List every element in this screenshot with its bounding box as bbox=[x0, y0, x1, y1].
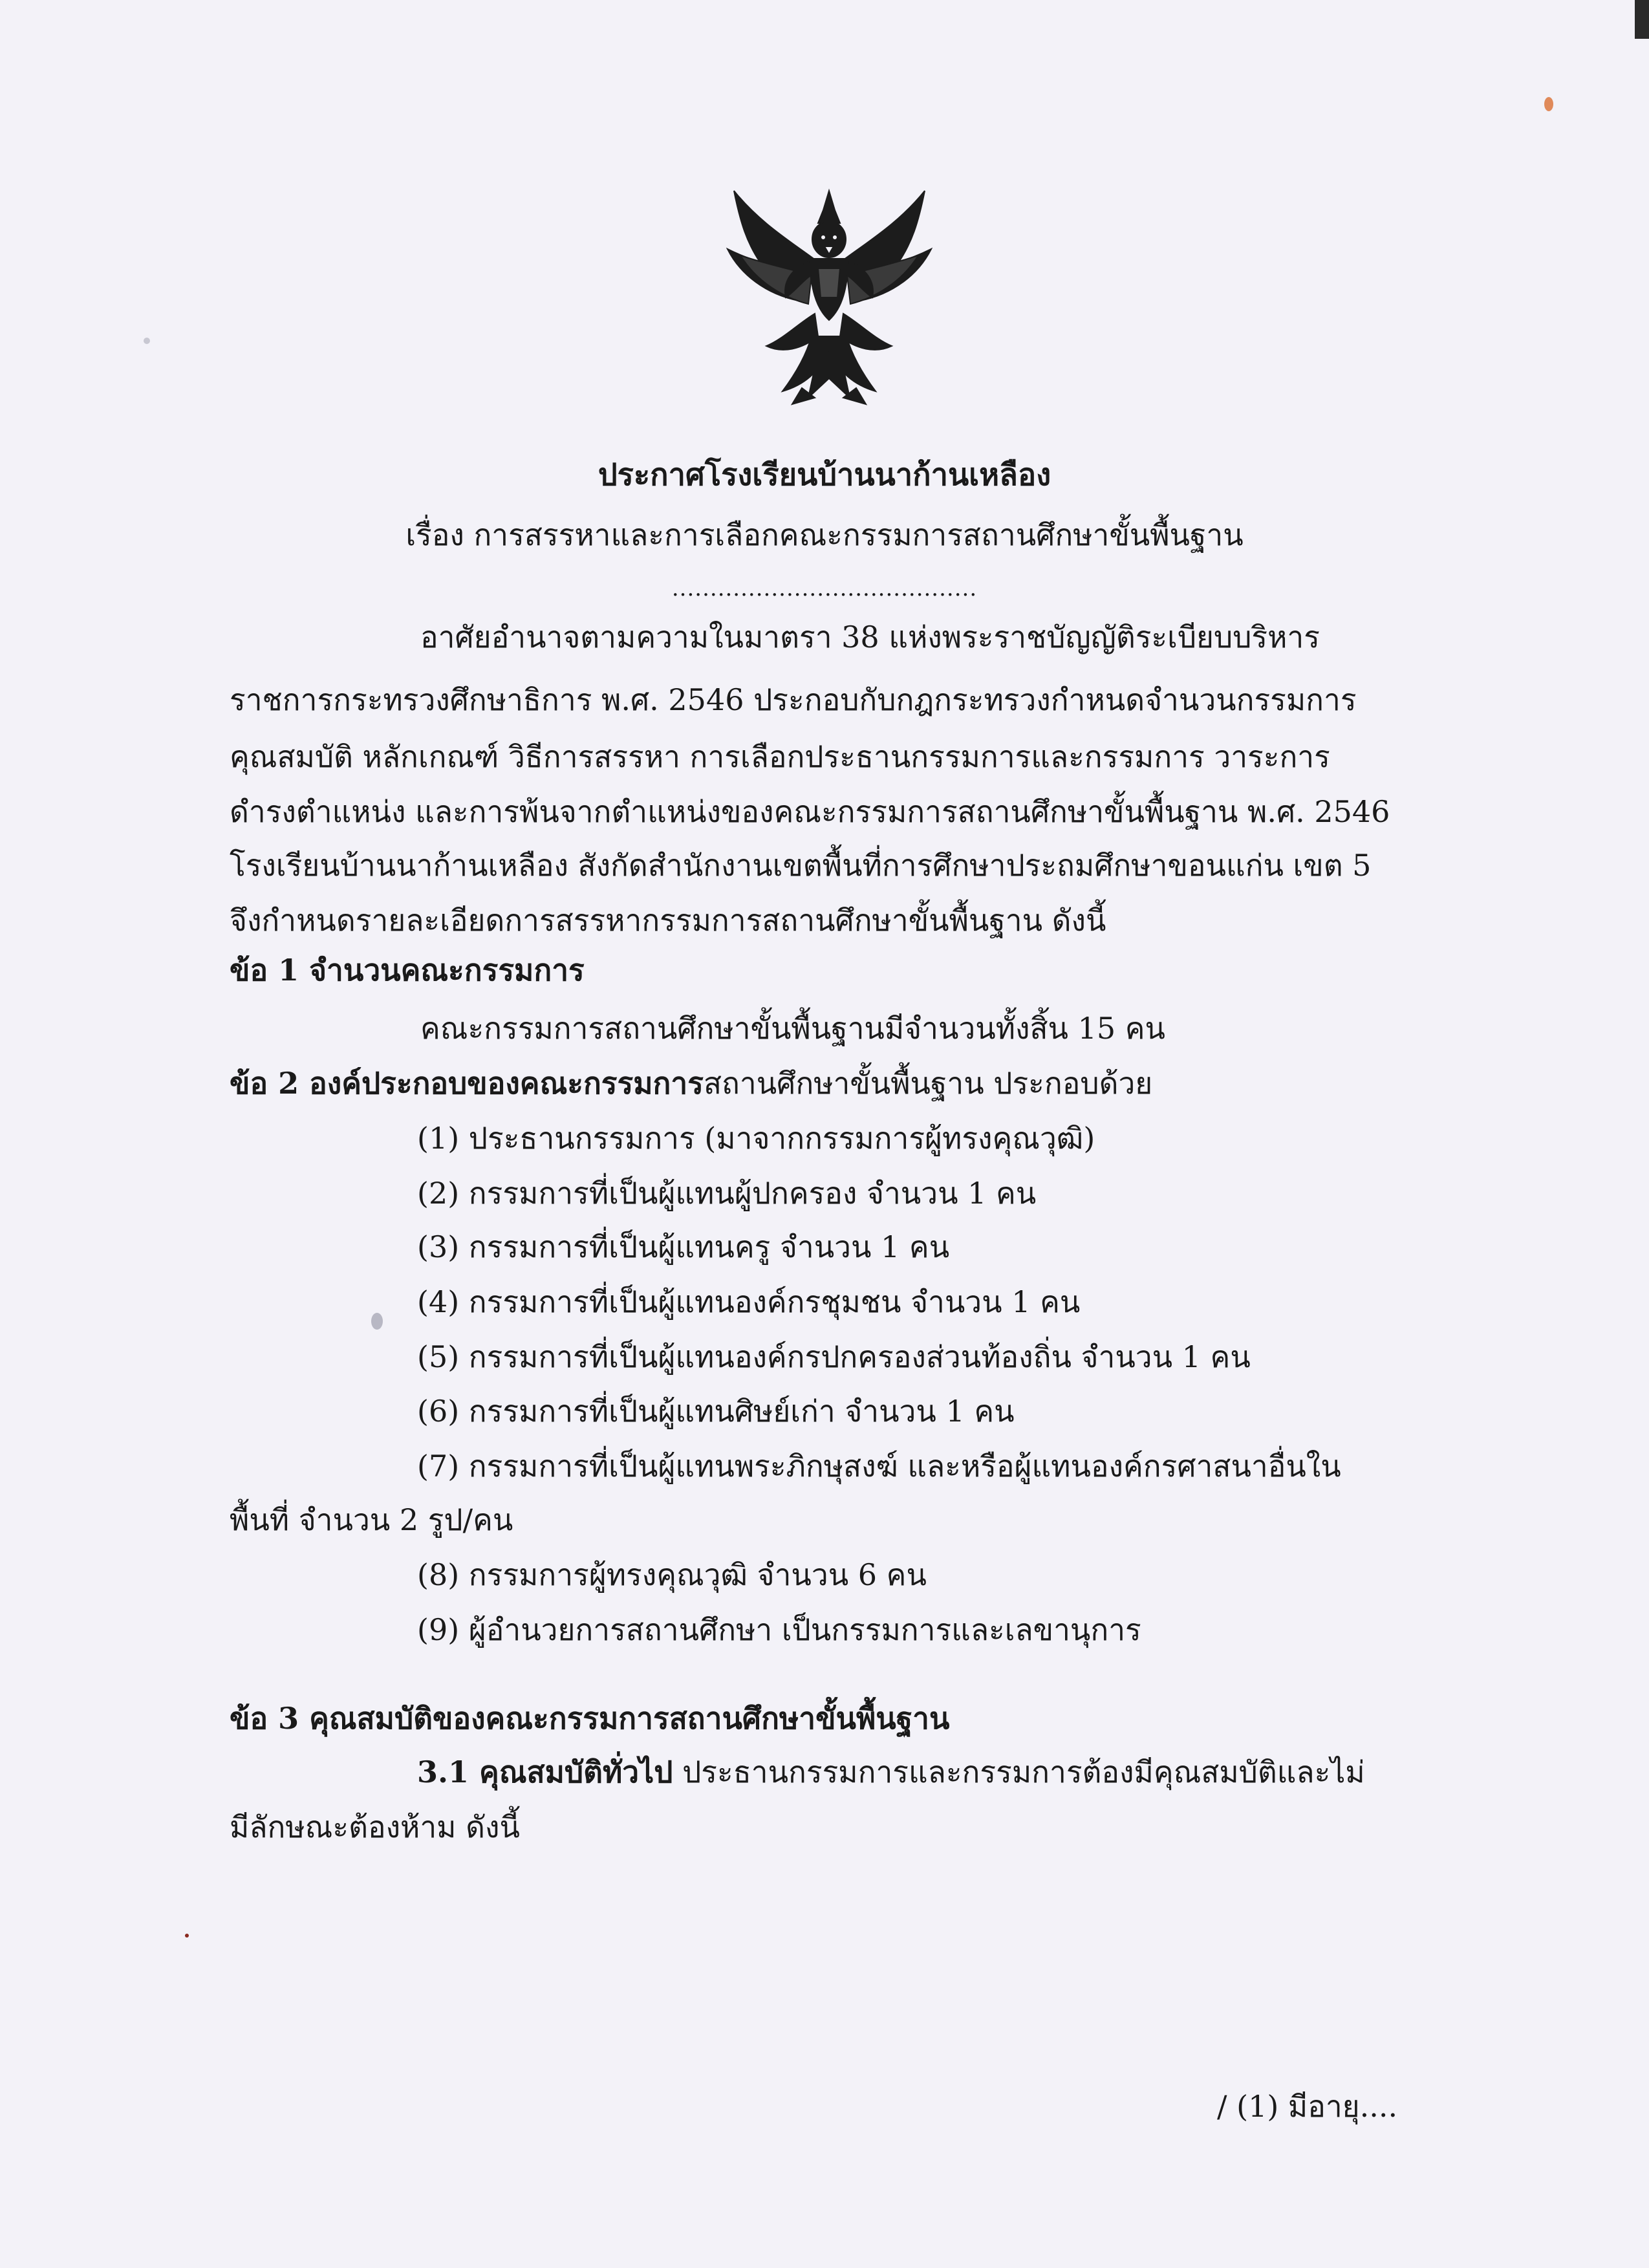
section2-heading-rest: สถานศึกษาขั้นพื้นฐาน ประกอบด้วย bbox=[703, 1066, 1153, 1101]
list-item: (2) กรรมการที่เป็นผู้แทนผู้ปกครอง จำนวน 1 คน bbox=[417, 1176, 1037, 1211]
preamble-line: จึงกำหนดรายละเอียดการสรรหากรรมการสถานศึกษาขั้นพื้นฐาน ดังนี้ bbox=[230, 903, 1106, 938]
speck bbox=[144, 338, 150, 344]
section3-sub-text: ประธานกรรมการและกรรมการต้องมีคุณสมบัติและไม่ bbox=[673, 1755, 1365, 1789]
section3-heading: ข้อ 3 คุณสมบัติของคณะกรรมการสถานศึกษาขั้นพื้นฐาน bbox=[230, 1701, 950, 1736]
continuation-note: / (1) มีอายุ.... bbox=[1217, 2089, 1398, 2124]
section1-body: คณะกรรมการสถานศึกษาขั้นพื้นฐานมีจำนวนทั้งสิ้น 15 คน bbox=[420, 1011, 1165, 1046]
list-item: (8) กรรมการผู้ทรงคุณวุฒิ จำนวน 6 คน bbox=[417, 1557, 927, 1592]
speck bbox=[371, 1313, 383, 1330]
list-item: (7) กรรมการที่เป็นผู้แทนพระภิกษุสงฆ์ และหรือผู้แทนองค์กรศาสนาอื่นใน bbox=[417, 1449, 1341, 1484]
preamble-line: โรงเรียนบ้านนาก้านเหลือง สังกัดสำนักงานเขตพื้นที่การศึกษาประถมศึกษาขอนแก่น เขต 5 bbox=[230, 848, 1372, 883]
section2-heading bbox=[230, 1064, 1152, 1103]
section1-heading: ข้อ 1 จำนวนคณะกรรมการ bbox=[230, 953, 585, 988]
preamble-line: ราชการกระทรวงศึกษาธิการ พ.ศ. 2546 ประกอบกับกฎกระทรวงกำหนดจำนวนกรรมการ bbox=[230, 682, 1357, 717]
stain-mark bbox=[1544, 97, 1553, 111]
speck bbox=[185, 1934, 189, 1938]
scan-edge bbox=[1635, 0, 1649, 39]
list-item: (9) ผู้อำนวยการสถานศึกษา เป็นกรรมการและเลขานุการ bbox=[417, 1612, 1141, 1647]
list-item: (5) กรรมการที่เป็นผู้แทนองค์กรปกครองส่วนท้องถิ่น จำนวน 1 คน bbox=[417, 1339, 1251, 1374]
section3-sub-text-cont: มีลักษณะต้องห้าม ดังนี้ bbox=[230, 1809, 520, 1844]
preamble-line: คุณสมบัติ หลักเกณฑ์ วิธีการสรรหา การเลือกประธานกรรมการและกรรมการ วาระการ bbox=[230, 739, 1330, 774]
garuda-emblem bbox=[721, 184, 938, 407]
preamble-line: ดำรงตำแหน่ง และการพ้นจากตำแหน่งของคณะกรรมการสถานศึกษาขั้นพื้นฐาน พ.ศ. 2546 bbox=[230, 794, 1390, 829]
announcement-title: ประกาศโรงเรียนบ้านนาก้านเหลือง bbox=[598, 457, 1051, 493]
section3-sub-label: 3.1 คุณสมบัติทั่วไป bbox=[417, 1755, 673, 1789]
list-item-continuation: พื้นที่ จำนวน 2 รูป/คน bbox=[230, 1502, 513, 1537]
announcement-subject: เรื่อง การสรรหาและการเลือกคณะกรรมการสถานศึกษาขั้นพื้นฐาน bbox=[405, 517, 1244, 552]
list-item: (6) กรรมการที่เป็นผู้แทนศิษย์เก่า จำนวน 1 คน bbox=[417, 1394, 1015, 1429]
list-item: (1) ประธานกรรมการ (มาจากกรรมการผู้ทรงคุณวุฒิ) bbox=[417, 1121, 1095, 1156]
separator-dots: ........................................ bbox=[671, 576, 978, 601]
section3-sub bbox=[417, 1753, 1365, 1791]
section2-heading-bold: ข้อ 2 องค์ประกอบของคณะกรรมการ bbox=[230, 1066, 704, 1101]
preamble-line: อาศัยอำนาจตามความในมาตรา 38 แห่งพระราชบัญญัติระเบียบบริหาร bbox=[420, 620, 1320, 654]
list-item: (3) กรรมการที่เป็นผู้แทนครู จำนวน 1 คน bbox=[417, 1229, 950, 1264]
list-item: (4) กรรมการที่เป็นผู้แทนองค์กรชุมชน จำนวน 1 คน bbox=[417, 1284, 1081, 1319]
